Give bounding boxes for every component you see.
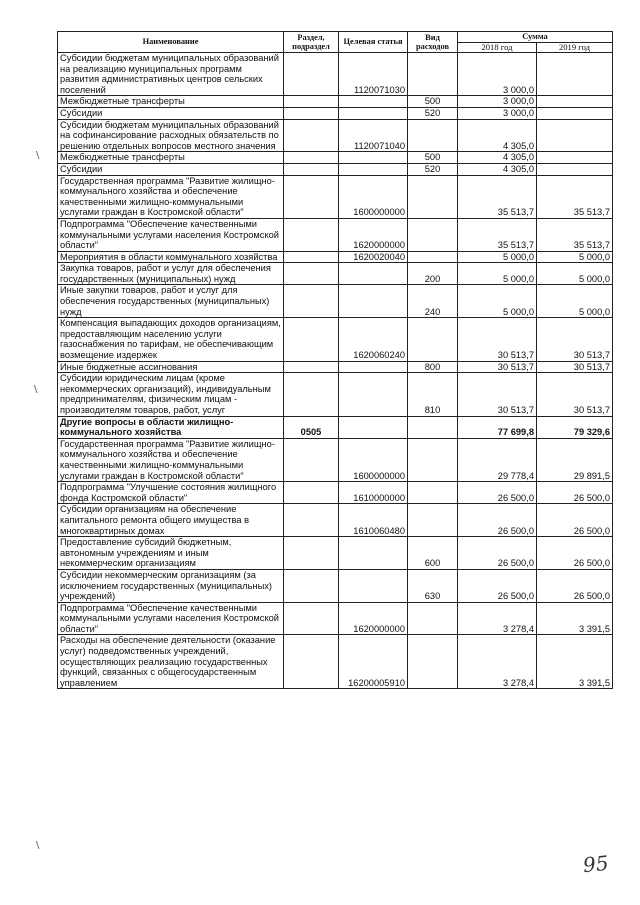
row-expense-type: 200 bbox=[408, 263, 458, 285]
row-amount-2019: 3 391,5 bbox=[537, 602, 613, 635]
row-expense-type bbox=[408, 504, 458, 537]
row-expense-type bbox=[408, 53, 458, 96]
table-row bbox=[58, 569, 613, 602]
row-amount-2018: 26 500,0 bbox=[458, 537, 537, 570]
row-amount-2019 bbox=[537, 107, 613, 119]
row-article bbox=[339, 373, 408, 416]
row-amount-2019: 5 000,0 bbox=[537, 251, 613, 263]
row-expense-type: 240 bbox=[408, 285, 458, 318]
row-amount-2018: 29 778,4 bbox=[458, 438, 537, 481]
row-article: 1600000000 bbox=[339, 438, 408, 481]
row-section bbox=[284, 285, 339, 318]
table-row bbox=[58, 537, 613, 570]
table-row bbox=[58, 504, 613, 537]
row-name: Субсидии юридическим лицам (кроме некоммерческих организаций), индивидуальным предпринимателям, физическим лицам - производителям товаров, работ, услуг bbox=[58, 373, 284, 416]
header-sum: Сумма bbox=[458, 32, 613, 43]
header-row bbox=[58, 32, 613, 43]
row-section bbox=[284, 152, 339, 164]
row-section bbox=[284, 373, 339, 416]
row-expense-type: 800 bbox=[408, 361, 458, 373]
row-expense-type: 600 bbox=[408, 537, 458, 570]
row-amount-2019: 26 500,0 bbox=[537, 569, 613, 602]
row-expense-type bbox=[408, 251, 458, 263]
page-number: 95 bbox=[581, 850, 610, 878]
row-amount-2019: 26 500,0 bbox=[537, 537, 613, 570]
row-article bbox=[339, 416, 408, 438]
row-article: 1620000000 bbox=[339, 218, 408, 251]
row-amount-2019: 3 391,5 bbox=[537, 635, 613, 689]
row-expense-type: 520 bbox=[408, 107, 458, 119]
row-section bbox=[284, 602, 339, 635]
row-amount-2019: 30 513,7 bbox=[537, 318, 613, 361]
row-article: 1620060240 bbox=[339, 318, 408, 361]
scan-mark: \ bbox=[36, 840, 40, 851]
table-row bbox=[58, 373, 613, 416]
table-row bbox=[58, 263, 613, 285]
scan-mark: \ bbox=[34, 384, 38, 395]
row-section bbox=[284, 96, 339, 108]
row-article bbox=[339, 107, 408, 119]
row-amount-2019 bbox=[537, 96, 613, 108]
row-amount-2019: 35 513,7 bbox=[537, 218, 613, 251]
table-row bbox=[58, 96, 613, 108]
row-name: Субсидии организациям на обеспечение капитального ремонта общего имущества в многоквартирных домах bbox=[58, 504, 284, 537]
row-expense-type bbox=[408, 635, 458, 689]
row-amount-2019: 35 513,7 bbox=[537, 175, 613, 218]
row-section bbox=[284, 537, 339, 570]
row-article bbox=[339, 537, 408, 570]
header-section: Раздел, подраздел bbox=[284, 32, 339, 53]
row-expense-type bbox=[408, 119, 458, 152]
row-amount-2019: 5 000,0 bbox=[537, 263, 613, 285]
row-name: Субсидии бюджетам муниципальных образований на реализацию муниципальных программ развития административных центров сельских поселений bbox=[58, 53, 284, 96]
row-section bbox=[284, 218, 339, 251]
header-name: Наименование bbox=[58, 32, 284, 53]
row-article bbox=[339, 263, 408, 285]
row-expense-type: 810 bbox=[408, 373, 458, 416]
row-amount-2018: 3 278,4 bbox=[458, 602, 537, 635]
row-name: Иные закупки товаров, работ и услуг для обеспечения государственных (муниципальных) нужд bbox=[58, 285, 284, 318]
row-name: Субсидии bbox=[58, 107, 284, 119]
row-expense-type: 500 bbox=[408, 152, 458, 164]
header-year-2018: 2018 год bbox=[458, 42, 537, 53]
row-amount-2019: 26 500,0 bbox=[537, 482, 613, 504]
row-amount-2018: 26 500,0 bbox=[458, 569, 537, 602]
row-amount-2019 bbox=[537, 53, 613, 96]
row-amount-2019: 30 513,7 bbox=[537, 373, 613, 416]
row-article bbox=[339, 569, 408, 602]
row-name: Субсидии бюджетам муниципальных образований на софинансирование расходных обязательств по решению отдельных вопросов местного значения bbox=[58, 119, 284, 152]
row-expense-type bbox=[408, 482, 458, 504]
row-name: Мероприятия в области коммунального хозяйства bbox=[58, 251, 284, 263]
row-amount-2018: 5 000,0 bbox=[458, 251, 537, 263]
row-expense-type bbox=[408, 438, 458, 481]
row-name: Государственная программа "Развитие жилищно-коммунального хозяйства и обеспечение качественными жилищно-коммунальными услугами граждан в Костромской области" bbox=[58, 175, 284, 218]
row-name: Государственная программа "Развитие жилищно-коммунального хозяйства и обеспечение качественными жилищно-коммунальными услугами граждан в Костромской области" bbox=[58, 438, 284, 481]
row-amount-2018: 30 513,7 bbox=[458, 318, 537, 361]
row-article: 1120071040 bbox=[339, 119, 408, 152]
row-amount-2018: 35 513,7 bbox=[458, 175, 537, 218]
row-amount-2019 bbox=[537, 152, 613, 164]
row-amount-2018: 5 000,0 bbox=[458, 263, 537, 285]
row-name: Закупка товаров, работ и услуг для обеспечения государственных (муниципальных) нужд bbox=[58, 263, 284, 285]
row-amount-2019 bbox=[537, 163, 613, 175]
row-expense-type: 630 bbox=[408, 569, 458, 602]
row-section bbox=[284, 504, 339, 537]
table-row bbox=[58, 119, 613, 152]
row-section bbox=[284, 438, 339, 481]
table-row bbox=[58, 635, 613, 689]
row-amount-2018: 26 500,0 bbox=[458, 482, 537, 504]
row-section bbox=[284, 635, 339, 689]
row-name: Подпрограмма "Обеспечение качественными коммунальными услугами населения Костромской области" bbox=[58, 218, 284, 251]
row-expense-type bbox=[408, 416, 458, 438]
row-amount-2019: 5 000,0 bbox=[537, 285, 613, 318]
table-row bbox=[58, 175, 613, 218]
row-article: 1620000000 bbox=[339, 602, 408, 635]
row-section bbox=[284, 361, 339, 373]
table-row bbox=[58, 53, 613, 96]
table-row bbox=[58, 152, 613, 164]
row-article bbox=[339, 96, 408, 108]
row-amount-2018: 3 000,0 bbox=[458, 107, 537, 119]
row-article: 1620020040 bbox=[339, 251, 408, 263]
row-article: 16200005910 bbox=[339, 635, 408, 689]
budget-table bbox=[57, 31, 613, 689]
row-name: Предоставление субсидий бюджетным, автономным учреждениям и иным некоммерческим организациям bbox=[58, 537, 284, 570]
row-expense-type bbox=[408, 218, 458, 251]
row-section bbox=[284, 119, 339, 152]
row-name: Расходы на обеспечение деятельности (оказание услуг) подведомственных учреждений, осуществляющих реализацию государственных функций, связанных с общегосударственным управлением bbox=[58, 635, 284, 689]
row-expense-type: 500 bbox=[408, 96, 458, 108]
table-row bbox=[58, 318, 613, 361]
row-article: 1600000000 bbox=[339, 175, 408, 218]
table-row bbox=[58, 107, 613, 119]
row-amount-2018: 30 513,7 bbox=[458, 361, 537, 373]
scan-mark: \ bbox=[36, 150, 40, 161]
row-amount-2018: 4 305,0 bbox=[458, 152, 537, 164]
row-amount-2018: 26 500,0 bbox=[458, 504, 537, 537]
table-row bbox=[58, 361, 613, 373]
row-expense-type bbox=[408, 175, 458, 218]
row-amount-2019: 30 513,7 bbox=[537, 361, 613, 373]
row-amount-2018: 3 000,0 bbox=[458, 96, 537, 108]
table-row bbox=[58, 416, 613, 438]
row-amount-2019: 29 891,5 bbox=[537, 438, 613, 481]
row-amount-2018: 30 513,7 bbox=[458, 373, 537, 416]
table-row bbox=[58, 218, 613, 251]
table-row bbox=[58, 602, 613, 635]
row-name: Подпрограмма "Обеспечение качественными коммунальными услугами населения Костромской области" bbox=[58, 602, 284, 635]
row-section bbox=[284, 569, 339, 602]
header-year-2019: 2019 год bbox=[537, 42, 613, 53]
row-section bbox=[284, 163, 339, 175]
row-name: Межбюджетные трансферты bbox=[58, 152, 284, 164]
header-expense-type: Вид расходов bbox=[408, 32, 458, 53]
row-amount-2018: 4 305,0 bbox=[458, 119, 537, 152]
row-amount-2018: 3 278,4 bbox=[458, 635, 537, 689]
row-article: 1610000000 bbox=[339, 482, 408, 504]
row-expense-type: 520 bbox=[408, 163, 458, 175]
row-amount-2019: 79 329,6 bbox=[537, 416, 613, 438]
row-section: 0505 bbox=[284, 416, 339, 438]
table-row bbox=[58, 163, 613, 175]
row-article: 1610060480 bbox=[339, 504, 408, 537]
row-expense-type bbox=[408, 602, 458, 635]
row-expense-type bbox=[408, 318, 458, 361]
row-section bbox=[284, 263, 339, 285]
row-article bbox=[339, 285, 408, 318]
table-row bbox=[58, 438, 613, 481]
table-body bbox=[58, 53, 613, 689]
row-section bbox=[284, 318, 339, 361]
row-name: Иные бюджетные ассигнования bbox=[58, 361, 284, 373]
row-article: 1120071030 bbox=[339, 53, 408, 96]
row-section bbox=[284, 251, 339, 263]
row-name: Другие вопросы в области жилищно-коммунального хозяйства bbox=[58, 416, 284, 438]
row-name: Подпрограмма "Улучшение состояния жилищного фонда Костромской области" bbox=[58, 482, 284, 504]
row-amount-2018: 5 000,0 bbox=[458, 285, 537, 318]
row-section bbox=[284, 175, 339, 218]
row-section bbox=[284, 53, 339, 96]
row-amount-2018: 4 305,0 bbox=[458, 163, 537, 175]
table-row bbox=[58, 251, 613, 263]
row-name: Компенсация выпадающих доходов организациям, предоставляющим населению услуги газоснабжения по тарифам, не обеспечивающим возмещение издержек bbox=[58, 318, 284, 361]
row-amount-2018: 3 000,0 bbox=[458, 53, 537, 96]
row-article bbox=[339, 163, 408, 175]
row-name: Субсидии некоммерческим организациям (за исключением государственных (муниципальных) учреждений) bbox=[58, 569, 284, 602]
row-amount-2019: 26 500,0 bbox=[537, 504, 613, 537]
row-amount-2018: 77 699,8 bbox=[458, 416, 537, 438]
row-amount-2018: 35 513,7 bbox=[458, 218, 537, 251]
row-section bbox=[284, 482, 339, 504]
table-row bbox=[58, 285, 613, 318]
row-amount-2019 bbox=[537, 119, 613, 152]
table-row bbox=[58, 482, 613, 504]
row-section bbox=[284, 107, 339, 119]
row-article bbox=[339, 152, 408, 164]
header-article: Целевая статья bbox=[339, 32, 408, 53]
row-name: Субсидии bbox=[58, 163, 284, 175]
row-article bbox=[339, 361, 408, 373]
row-name: Межбюджетные трансферты bbox=[58, 96, 284, 108]
